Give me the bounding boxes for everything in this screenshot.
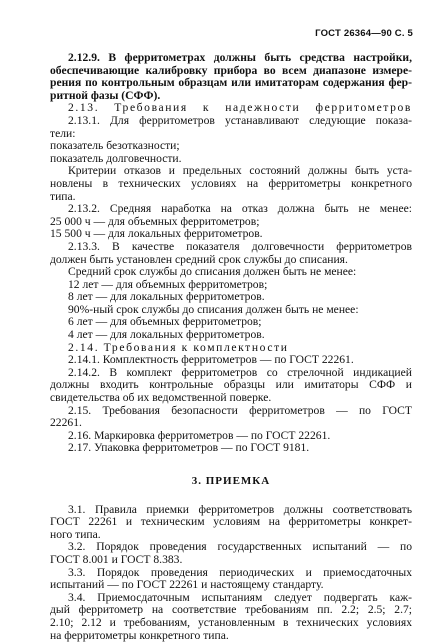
- text-line: ГОСТ 22261 и техническим условиям на ферритометры конкрет-: [50, 515, 412, 529]
- text-line: обеспечивающие калибровку прибора во всем диапазоне измере-: [50, 63, 412, 77]
- text-line: 25 000 ч — для объемных ферритометров;: [50, 214, 260, 228]
- text-line: Критерии отказов и предельных состояний должны быть уста-: [68, 164, 412, 178]
- text-line: показатель безотказности;: [50, 139, 180, 153]
- text-line: рения по контрольным образцам или имитаторам содержания фер-: [50, 76, 412, 90]
- text-line: 2.17. Упаковка ферритометров — по ГОСТ 9181.: [68, 441, 310, 455]
- acceptance-block: [50, 504, 412, 642]
- text-line: 2.14.2. В комплект ферритометров со стрелочной индикацией: [68, 365, 412, 379]
- text-line: 2.13.2. Средняя наработка на отказ должна быть не менее:: [68, 202, 412, 216]
- text-line: показатель долговечности.: [50, 151, 182, 165]
- text-line: типа.: [50, 189, 76, 203]
- text-line: Средний срок службы до списания должен быть не менее:: [68, 265, 357, 279]
- section-title: 3. ПРИЕМКА: [191, 475, 271, 487]
- text-line: 8 лет — для локальных ферритометров.: [68, 290, 265, 304]
- text-line: ритной фазы (СФФ).: [50, 88, 161, 102]
- text-line: 90%-ный срок службы до списания должен быть не менее:: [68, 302, 359, 316]
- text-line: 22261.: [50, 416, 82, 430]
- text-line: должны входить контрольные образцы или имитаторы СФФ и: [50, 378, 412, 392]
- text-line: 2.15. Требования безопасности ферритометров — по ГОСТ: [68, 403, 412, 417]
- text-line: дый ферритометр на соответствие требованиям пп. 2.2; 2.5; 2.7;: [50, 603, 412, 617]
- document-body: [50, 52, 412, 642]
- text-line: 2.12.9. В ферритометрах должны быть средства настройки,: [68, 51, 412, 64]
- text-line: 2.14. Требования к комплектности: [68, 340, 289, 354]
- text-line: 2.13.3. В качестве показателя долговечности ферритометров: [68, 239, 412, 253]
- text-line: 2.13. Требования к надежности ферритометров: [68, 101, 412, 115]
- text-line: 3.1. Правила приемки ферритометров должны соответствовать: [68, 502, 412, 516]
- text-line: 12 лет — для объемных ферритометров;: [68, 277, 268, 291]
- text-line: 2.14.1. Комплектность ферритометров — по ГОСТ 22261.: [68, 353, 354, 367]
- text-line: новлены в технических условиях на ферритометры конкретного: [50, 176, 412, 190]
- text-line: свидетельства об их ведомственной поверке.: [50, 391, 272, 405]
- text-line: 15 500 ч — для локальных ферритометров.: [50, 227, 263, 241]
- text-line: ГОСТ 8.001 и ГОСТ 8.383.: [50, 552, 183, 566]
- text-line: испытаний — по ГОСТ 22261 и настоящему стандарту.: [50, 578, 324, 592]
- text-line: 2.10; 2.12 и требованиям, установленным в технических условиях: [50, 615, 412, 629]
- text-line: ного типа.: [50, 527, 101, 541]
- text-line: на ферритометры конкретного типа.: [50, 628, 229, 642]
- page-header: ГОСТ 26364—90 С. 5: [315, 28, 413, 39]
- text-line: 2.16. Маркировка ферритометров — по ГОСТ 22261.: [68, 428, 331, 442]
- text-line: 3.4. Приемосдаточным испытаниям следует подвергать каж-: [68, 590, 412, 604]
- text-line: 3.3. Порядок проведения периодических и приемосдаточных: [68, 565, 412, 579]
- requirements-block: [50, 52, 412, 455]
- text-line: 3.2. Порядок проведения государственных испытаний — по: [68, 540, 412, 554]
- text-line: 6 лет — для объемных ферритометров;: [68, 315, 262, 329]
- text-line: должен быть установлен средний срок службы до списания.: [50, 252, 348, 266]
- text-line: 2.13.1. Для ферритометров устанавливают следующие показа-: [68, 113, 412, 127]
- text-line: тели:: [50, 126, 76, 140]
- text-line: 4 лет — для локальных ферритометров.: [68, 328, 265, 342]
